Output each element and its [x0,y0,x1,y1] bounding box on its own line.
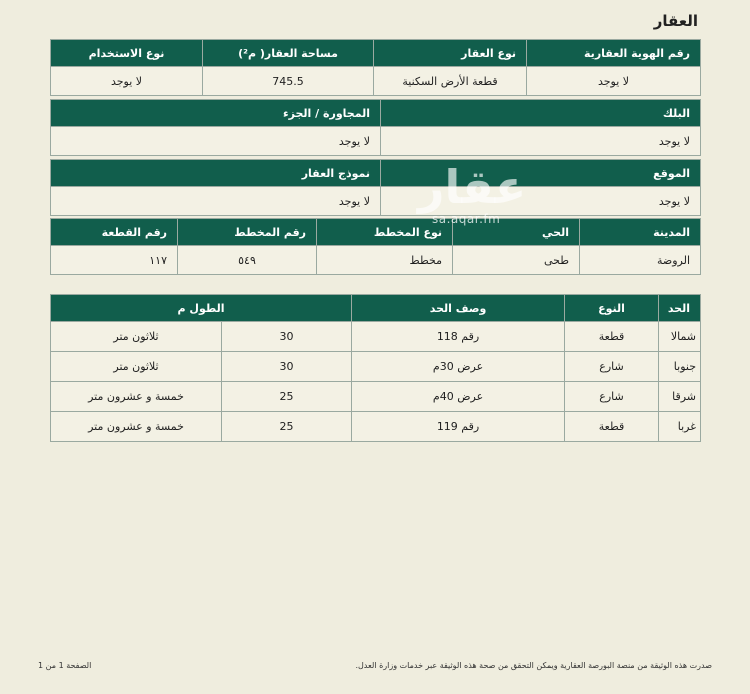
header-boundary-side: الحد [659,295,701,322]
header-plot-number: رقم القطعة [51,219,178,246]
boundary-length-words: خمسة و عشرون متر [51,412,222,442]
boundary-type: قطعة [565,322,659,352]
boundary-length: 25 [222,382,352,412]
table-row [51,412,701,442]
table-row [51,322,701,352]
page-number: الصفحة 1 من 1 [38,661,92,670]
value-district: طحى [453,246,580,275]
header-block: البلك [381,100,701,127]
value-location: لا يوجد [381,187,701,216]
block-table [50,99,701,156]
value-neighborhood-part: لا يوجد [51,127,381,156]
header-property-area: مساحة العقار( م²) [203,40,374,67]
boundary-length: 30 [222,352,352,382]
value-plan-type: مخطط [317,246,453,275]
boundary-length: 25 [222,412,352,442]
header-property-type: نوع العقار [374,40,527,67]
header-district: الحي [453,219,580,246]
value-plot-number: ١١٧ [51,246,178,275]
boundary-desc: عرض 40م [352,382,565,412]
boundary-side: شرقا [659,382,701,412]
boundary-desc: رقم 119 [352,412,565,442]
boundary-desc: عرض 30م [352,352,565,382]
header-boundary-length: الطول م [51,295,352,322]
boundary-type: قطعة [565,412,659,442]
header-neighborhood-part: المجاورة / الجزء [51,100,381,127]
header-plan-number: رقم المخطط [178,219,317,246]
boundary-side: شمالا [659,322,701,352]
value-property-type: قطعة الأرض السكنية [374,67,527,96]
value-plan-number: ٥٤٩ [178,246,317,275]
header-city: المدينة [580,219,701,246]
boundary-length-words: ثلاثون متر [51,322,222,352]
table-row [51,352,701,382]
property-table [50,39,701,96]
header-location: الموقع [381,160,701,187]
boundary-type: شارع [565,352,659,382]
boundaries-table [50,294,701,442]
boundary-type: شارع [565,382,659,412]
header-boundary-desc: وصف الحد [352,295,565,322]
value-usage-type: لا يوجد [51,67,203,96]
value-property-model: لا يوجد [51,187,381,216]
watermark-url: sa.aqar.fm [432,212,501,226]
boundary-length-words: ثلاثون متر [51,352,222,382]
value-city: الروضة [580,246,701,275]
value-block: لا يوجد [381,127,701,156]
header-boundary-type: النوع [565,295,659,322]
value-property-id: لا يوجد [527,67,701,96]
value-property-area: 745.5 [203,67,374,96]
footer-note: صدرت هذه الوثيقة من منصة البورصة العقارية ويمكن التحقق من صحة هذه الوثيقة عبر خدمات وزارة العدل. [355,661,712,670]
header-property-model: نموذج العقار [51,160,381,187]
boundary-length-words: خمسة و عشرون متر [51,382,222,412]
location-table [50,159,701,216]
boundary-side: جنوبا [659,352,701,382]
boundary-length: 30 [222,322,352,352]
boundary-side: غربا [659,412,701,442]
header-property-id: رقم الهوية العقارية [527,40,701,67]
section-title: العقار [653,12,698,30]
header-plan-type: نوع المخطط [317,219,453,246]
header-usage-type: نوع الاستخدام [51,40,203,67]
watermark-arabic: عقار [418,160,527,214]
table-row [51,382,701,412]
boundary-desc: رقم 118 [352,322,565,352]
plan-table [50,218,701,275]
